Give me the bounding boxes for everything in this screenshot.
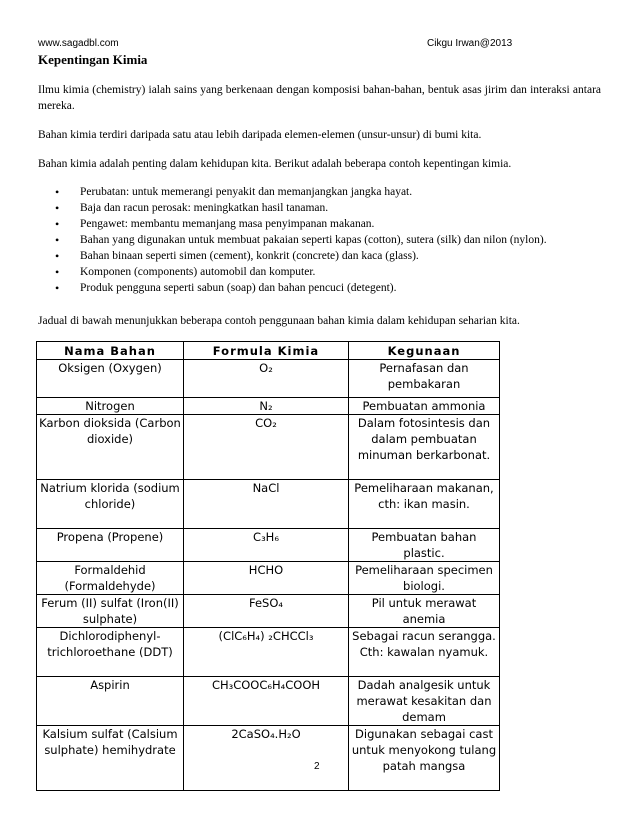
- page-title: Kepentingan Kimia: [38, 52, 148, 67]
- cell-name: Natrium klorida (sodium chloride): [37, 480, 184, 529]
- list-item: • Bahan binaan seperti simen (cement), konkrit (concrete) dan kaca (glass).: [55, 248, 615, 264]
- cell-use: Pemeliharaan specimen biologi.: [349, 562, 500, 595]
- table-row: [37, 529, 500, 562]
- table-intro: Jadual di bawah menunjukkan beberapa contoh penggunaan bahan kimia dalam kehidupan seharian kita.: [38, 315, 520, 327]
- cell-name: Aspirin: [37, 677, 184, 726]
- header-nama-bahan: Nama Bahan: [37, 342, 184, 360]
- cell-name: Kalsium sulfat (Calsium sulphate) hemihydrate: [37, 726, 184, 791]
- cell-formula: N₂: [184, 398, 349, 415]
- table-row: [37, 398, 500, 415]
- table-row: [37, 677, 500, 726]
- cell-formula: (ClC₆H₄) ₂CHCCl₃: [184, 628, 349, 677]
- cell-use: Pembuatan bahan plastic.: [349, 529, 500, 562]
- list-item: • Bahan yang digunakan untuk membuat pakaian seperti kapas (cotton), sutera (silk) dan nilon (nylon).: [55, 232, 615, 248]
- cell-formula: C₃H₆: [184, 529, 349, 562]
- cell-formula: CO₂: [184, 415, 349, 480]
- header-formula-kimia: Formula Kimia: [184, 342, 349, 360]
- table-row: [37, 415, 500, 480]
- header-kegunaan: Kegunaan: [349, 342, 500, 360]
- header-website: www.sagadbl.com: [38, 38, 119, 49]
- cell-formula: O₂: [184, 360, 349, 398]
- paragraph-composition: Bahan kimia terdiri daripada satu atau lebih daripada elemen-elemen (unsur-unsur) di bumi kita.: [38, 129, 482, 141]
- cell-formula: HCHO: [184, 562, 349, 595]
- cell-use: Dalam fotosintesis dan dalam pembuatan minuman berkarbonat.: [349, 415, 500, 480]
- cell-name: Oksigen (Oxygen): [37, 360, 184, 398]
- table-row: [37, 562, 500, 595]
- paragraph-definition: Ilmu kimia (chemistry) ialah sains yang berkenaan dengan komposisi bahan-bahan, bentuk asas jirim dan interaksi antara mereka.: [38, 84, 601, 112]
- cell-use: Sebagai racun serangga. Cth: kawalan nyamuk.: [349, 628, 500, 677]
- list-item: • Produk pengguna seperti sabun (soap) dan bahan pencuci (detegent).: [55, 280, 615, 296]
- cell-use: Digunakan sebagai cast untuk menyokong tulang patah mangsa: [349, 726, 500, 791]
- list-item: • Komponen (components) automobil dan komputer.: [55, 264, 615, 280]
- cell-use: Dadah analgesik untuk merawat kesakitan dan demam: [349, 677, 500, 726]
- cell-name: Karbon dioksida (Carbon dioxide): [37, 415, 184, 480]
- table-row: [37, 360, 500, 398]
- paragraph-importance: Bahan kimia adalah penting dalam kehidupan kita. Berikut adalah beberapa contoh kepentingan kimia.: [38, 158, 512, 170]
- table-row: [37, 726, 500, 791]
- cell-name: Propena (Propene): [37, 529, 184, 562]
- cell-formula: 2CaSO₄.H₂O: [184, 726, 349, 791]
- cell-name: Nitrogen: [37, 398, 184, 415]
- list-item: • Perubatan: untuk memerangi penyakit dan memanjangkan jangka hayat.: [55, 184, 615, 200]
- cell-use: Pembuatan ammonia: [349, 398, 500, 415]
- list-item: • Pengawet: membantu memanjang masa penyimpanan makanan.: [55, 216, 615, 232]
- table-row: [37, 480, 500, 529]
- table-row: [37, 595, 500, 628]
- cell-use: Pemeliharaan makanan, cth: ikan masin.: [349, 480, 500, 529]
- cell-name: Dichlorodiphenyl-trichloroethane (DDT): [37, 628, 184, 677]
- cell-formula: NaCl: [184, 480, 349, 529]
- cell-formula: FeSO₄: [184, 595, 349, 628]
- cell-use: Pil untuk merawat anemia: [349, 595, 500, 628]
- cell-name: Ferum (II) sulfat (Iron(II) sulphate): [37, 595, 184, 628]
- table-row: [37, 628, 500, 677]
- table-header-row: [37, 342, 500, 360]
- chemicals-table: [36, 341, 500, 791]
- cell-use: Pernafasan dan pembakaran: [349, 360, 500, 398]
- list-item: • Baja dan racun perosak: meningkatkan hasil tanaman.: [55, 200, 615, 216]
- header-author: Cikgu Irwan@2013: [427, 38, 513, 49]
- page-number: 2: [314, 761, 320, 772]
- importance-list: [55, 184, 615, 296]
- cell-name: Formaldehid (Formaldehyde): [37, 562, 184, 595]
- cell-formula: CH₃COOC₆H₄COOH: [184, 677, 349, 726]
